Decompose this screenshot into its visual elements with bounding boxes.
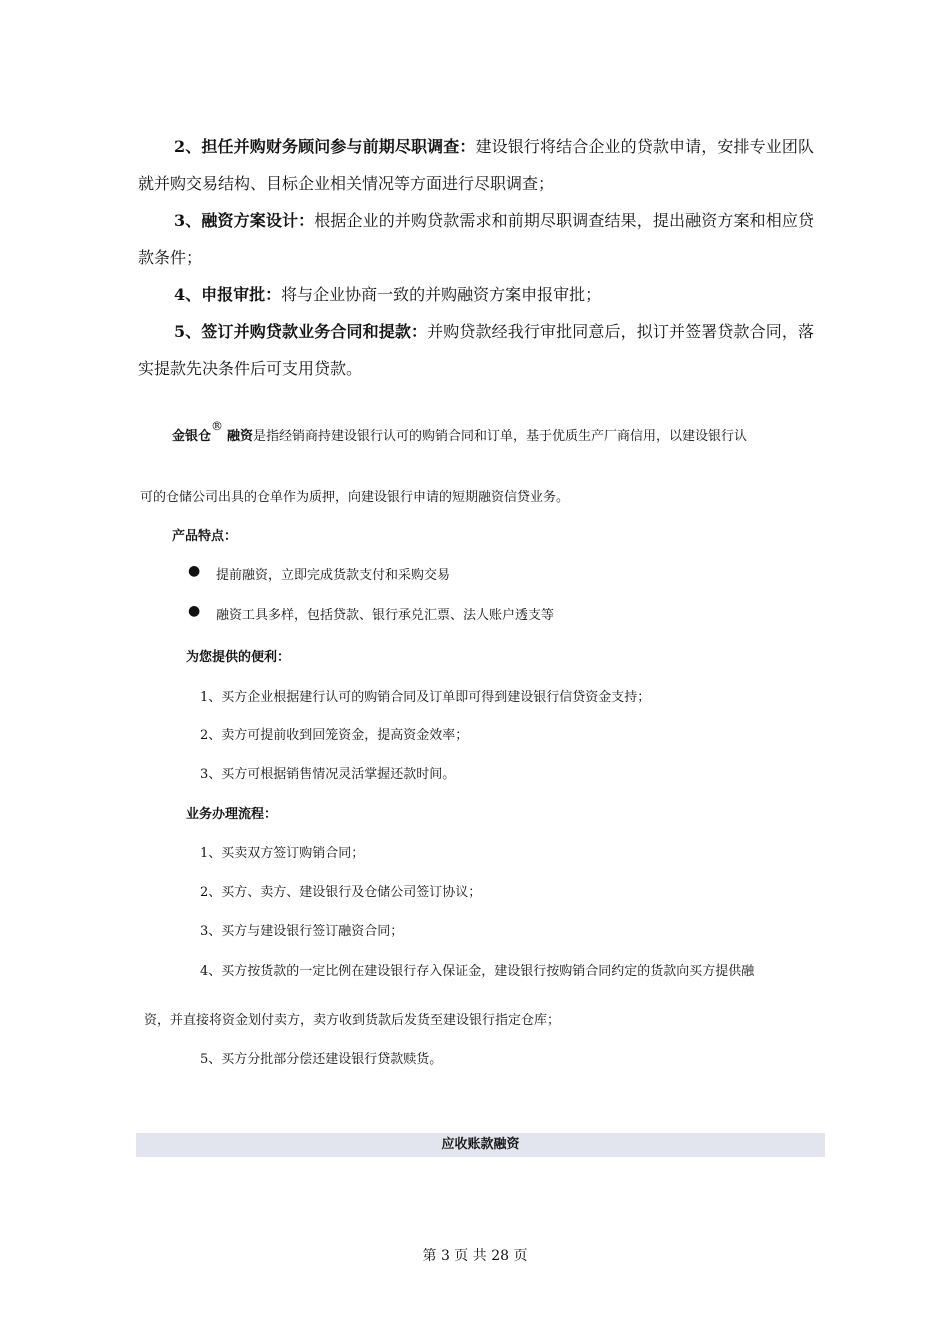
bullet-dot-icon: ● [188,603,201,619]
step-5-paragraph [138,313,814,387]
product-description-line1: 是指经销商持建设银行认可的购销合同和订单，基于优质生产厂商信用，以建设银行认 [253,429,748,444]
product-name-part1: 金银仓 [172,429,212,444]
benefit-item-2: 2、卖方可提前收到回笼资金，提高资金效率； [200,728,469,743]
feature-item-1: 提前融资，立即完成货款支付和采购交易 [216,568,451,583]
benefits-heading: 为您提供的便利： [186,650,291,665]
step-2-text: 建设银行将结合企业的贷款申请，安排专业团队就并购交易结构、目标企业相关情况等方面进行尽职调查； [138,137,814,193]
process-item-2: 2、买方、卖方、建设银行及仓储公司签订协议； [200,885,482,900]
features-heading: 产品特点： [172,529,238,544]
jinyincang-intro-line1 [172,419,748,444]
process-item-5: 5、买方分批部分偿还建设银行贷款赎货。 [200,1052,443,1067]
step-4-text: 将与企业协商一致的并购融资方案申报审批； [281,285,602,304]
feature-item-2: 融资工具多样，包括贷款、银行承兑汇票、法人账户透支等 [216,608,555,623]
page-footer: 第 3 页 共 28 页 [422,1248,528,1264]
product-name-part2: 融资 [227,429,254,444]
benefit-item-3: 3、买方可根据销售情况灵活掌握还款时间。 [200,767,456,782]
step-3-title: 3、融资方案设计： [174,211,315,230]
benefit-item-1: 1、买方企业根据建行认可的购销合同及订单即可得到建设银行信贷资金支持； [200,690,651,705]
product-description-line2: 可的仓储公司出具的仓单作为质押，向建设银行申请的短期融资信贷业务。 [140,490,570,505]
process-item-3: 3、买方与建设银行签订融资合同； [200,924,404,939]
section-title-banner: 应收账款融资 [136,1133,825,1157]
step-4-paragraph [138,276,814,313]
process-heading: 业务办理流程： [186,807,278,822]
step-4-title: 4、申报审批： [174,285,282,304]
bullet-dot-icon: ● [188,563,201,579]
process-item-4-line1: 4、买方按货款的一定比例在建设银行存入保证金，建设银行按购销合同约定的货款向买方提供融 [200,964,755,979]
step-5-text: 并购贷款经我行审批同意后，拟订并签署贷款合同，落实提款先决条件后可支用贷款。 [138,322,814,378]
process-item-4-line2: 资，并直接将资金划付卖方，卖方收到货款后发货至建设银行指定仓库； [144,1013,561,1028]
step-2-title: 2、担任并购财务顾问参与前期尽职调查： [174,137,476,156]
step-5-title: 5、签订并购贷款业务合同和提款： [174,322,428,341]
step-3-paragraph [138,202,814,276]
process-item-1: 1、买卖双方签订购销合同； [200,846,365,861]
step-2-paragraph [138,128,814,202]
step-3-text: 根据企业的并购贷款需求和前期尽职调查结果，提出融资方案和相应贷款条件； [138,211,814,267]
registered-mark-icon: ® [211,419,224,433]
